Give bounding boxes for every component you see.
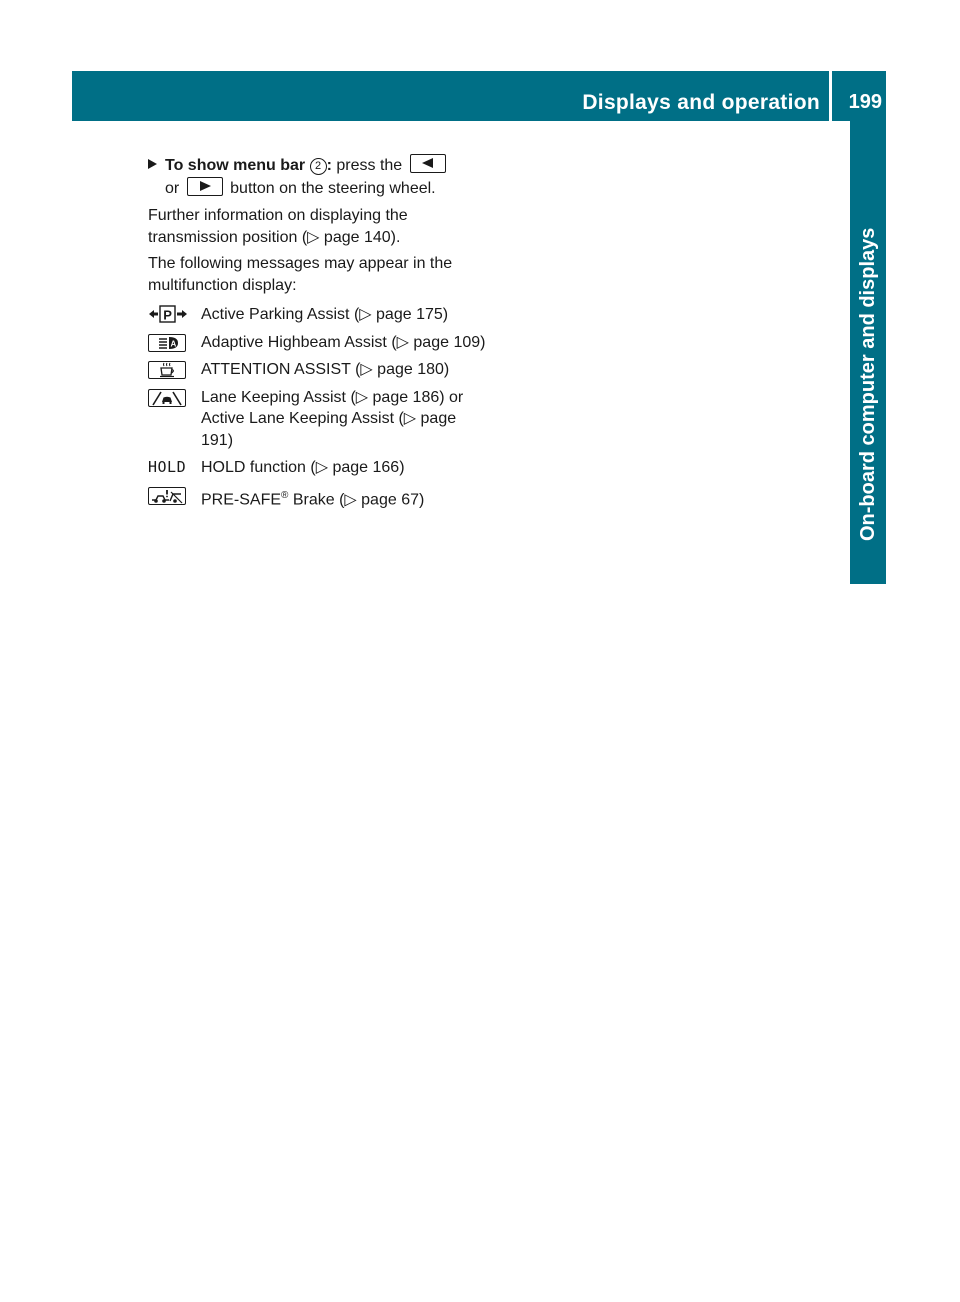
chapter-title: On-board computer and displays	[857, 227, 879, 541]
page-number: 199	[848, 91, 882, 113]
back-button-icon	[410, 154, 446, 173]
marker-2-icon: 2	[310, 158, 327, 175]
step-arrow-icon	[148, 159, 157, 169]
message-text: HOLD function (▷ page 166)	[201, 459, 405, 476]
message-row-active-parking	[148, 304, 488, 326]
message-row-hold	[148, 457, 488, 479]
instruction-step	[148, 154, 488, 199]
info-paragraph: Further information on displaying the transmission position (▷ page 140).	[148, 207, 408, 246]
instruction-text-press: press the	[336, 157, 403, 174]
hold-icon-label: HOLD	[148, 458, 187, 476]
registered-mark: ®	[281, 489, 289, 501]
message-text: Lane Keeping Assist (▷ page 186) or Active Lane Keeping Assist (▷ page 191)	[201, 388, 464, 449]
pre-safe-brake-icon	[148, 485, 201, 505]
pre-safe-label: PRE-SAFE	[201, 490, 282, 508]
page-header	[72, 71, 886, 121]
intro-paragraph: The following messages may appear in the multifunction display:	[148, 255, 453, 294]
svg-text:P: P	[163, 307, 172, 323]
forward-button-icon	[187, 177, 223, 196]
message-row-pre-safe	[148, 485, 488, 511]
header-divider	[829, 71, 832, 121]
active-parking-icon	[148, 304, 201, 324]
highbeam-assist-icon	[148, 332, 201, 352]
message-row-lane-keeping	[148, 387, 488, 452]
coffee-cup-icon	[148, 359, 201, 379]
lane-keeping-icon	[148, 387, 201, 407]
instruction-text-or: or	[165, 179, 180, 197]
message-text: Adaptive Highbeam Assist (▷ page 109)	[201, 333, 486, 351]
instruction-bold: To show menu bar	[165, 157, 306, 174]
hold-icon	[148, 457, 201, 477]
pre-safe-rest: Brake (▷ page 67)	[288, 490, 425, 508]
message-row-attention-assist	[148, 359, 488, 381]
section-title: Displays and operation	[582, 91, 820, 114]
instruction-text-end: button on the steering wheel.	[230, 179, 436, 197]
message-text: ATTENTION ASSIST (▷ page 180)	[201, 361, 450, 378]
message-row-highbeam	[148, 332, 488, 354]
svg-text:A: A	[170, 339, 177, 348]
instruction-colon: :	[326, 157, 332, 174]
message-text	[201, 485, 488, 511]
message-text: Active Parking Assist (▷ page 175)	[201, 306, 449, 323]
main-content	[148, 154, 488, 516]
chapter-side-tab	[850, 121, 886, 584]
